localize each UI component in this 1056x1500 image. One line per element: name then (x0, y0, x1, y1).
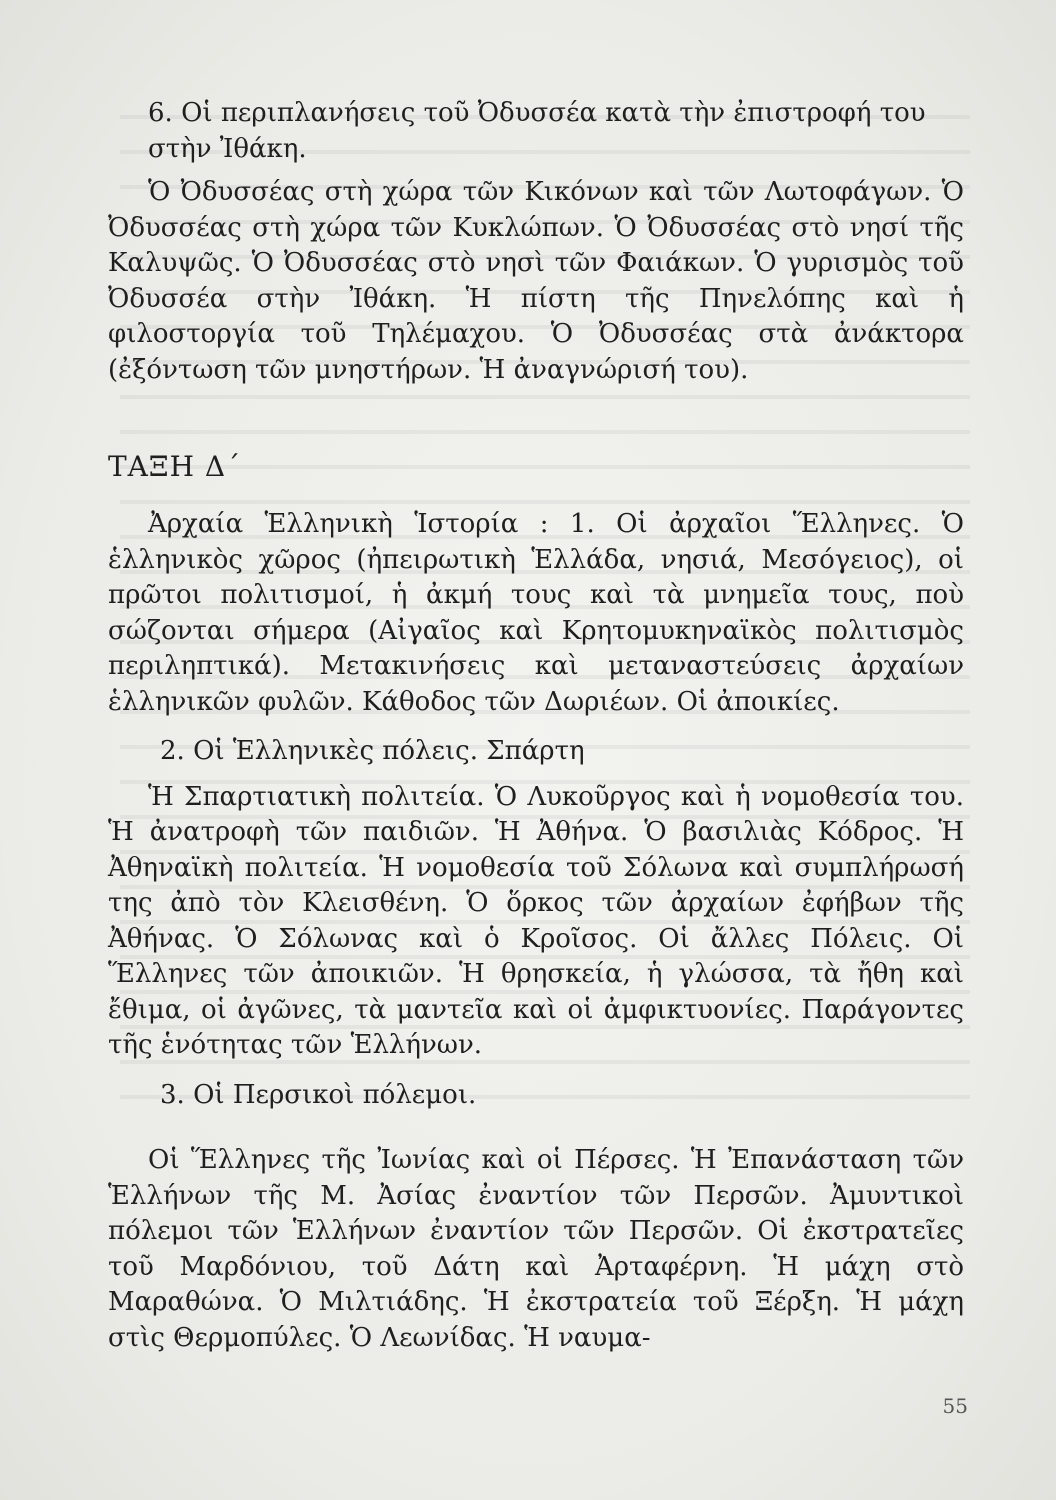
page-body (108, 96, 964, 1356)
section-3-heading: 3. Οἱ Περσικοὶ πόλεμοι. (160, 1079, 477, 1110)
section-3-text: Οἱ Ἕλληνες τῆς Ἰωνίας καὶ οἱ Πέρσες. Ἡ Ἐπανάσταση τῶν Ἑλλήνων τῆς Μ. Ἀσίας ἐναντίον τῶν Περσῶν. Ἀμυντικοὶ πόλεμοι τῶν Ἑλλήνων ἐναντίον τῶν Περσῶν. Οἱ ἐκστρατεῖες τοῦ Μαρδόνιου, τοῦ Δάτη καὶ Ἀρταφέρνη. Ἡ μάχη στὸ Μαραθώνα. Ὁ Μιλτιάδης. Ἡ ἐκστρατεία τοῦ Ξέρξη. Ἡ μάχη στὶς Θερμοπύλες. Ὁ Λεωνίδας. Ἡ ναυμα- (108, 1145, 964, 1353)
section-2-text: Ἡ Σπαρτιατικὴ πολιτεία. Ὁ Λυκοῦργος καὶ ἡ νομοθεσία του. Ἡ ἀνατροφὴ τῶν παιδιῶν. Ἡ Ἀθήνα. Ὁ βασιλιὰς Κόδρος. Ἡ Ἀθηναϊκὴ πολιτεία. Ἡ νομοθεσία τοῦ Σόλωνα καὶ συμπλήρωσή της ἀπὸ τὸν Κλεισθένη. Ὁ ὅρκος τῶν ἀρχαίων ἐφήβων τῆς Ἀθήνας. Ὁ Σόλωνας καὶ ὁ Κροῖσος. Οἱ ἄλλες Πόλεις. Οἱ Ἕλληνες τῶν ἀποικιῶν. Ἡ θρησκεία, ἡ γλώσσα, τὰ ἤθη καὶ ἔθιμα, οἱ ἀγῶνες, τὰ μαντεῖα καὶ οἱ ἀμφικτυονίες. Παράγοντες τῆς ἑνότητας τῶν Ἑλλήνων. (108, 781, 964, 1060)
section-1-text: Ἀρχαία Ἑλληνικὴ Ἱστορία : 1. Οἱ ἀρχαῖοι Ἕλληνες. Ὁ ἑλληνικὸς χῶρος (ἠπειρωτικὴ Ἑλλάδα, νησιά, Μεσόγειος), οἱ πρῶτοι πολιτισμοί, ἡ ἀκμή τους καὶ τὰ μνημεῖα τους, ποὺ σώζονται σήμερα (Αἰγαῖος καὶ Κρητομυκηναϊκὸς πολιτισμὸς περιληπτικά). Μετακινήσεις καὶ μεταναστεύσεις ἀρχαίων ἑλληνικῶν φυλῶν. Κάθοδος τῶν Δωριέων. Οἱ ἀποικίες. (108, 509, 964, 717)
section-6-heading: 6. Οἱ περιπλανήσεις τοῦ Ὀδυσσέα κατὰ τὴν ἐπιστροφή του στὴν Ἰθάκη. (148, 98, 926, 164)
section-6-text: Ὁ Ὀδυσσέας στὴ χώρα τῶν Κικόνων καὶ τῶν Λωτοφάγων. Ὁ Ὀδυσσέας στὴ χώρα τῶν Κυκλώπων. Ὁ Ὀδυσσέας στὸ νησί τῆς Καλυψῶς. Ὁ Ὀδυσσέας στὸ νησὶ τῶν Φαιάκων. Ὁ γυρισμὸς τοῦ Ὀδυσσέα στὴν Ἰθάκη. Ἡ πίστη τῆς Πηνελόπης καὶ ἡ φιλοστοργία τοῦ Τηλέμαχου. Ὁ Ὀδυσσέας στὰ ἀνάκτορα (ἐξόντωση τῶν μνηστήρων. Ἡ ἀναγνώρισή του). (108, 177, 964, 385)
class-title: ΤΑΞΗ Δ΄ (108, 450, 242, 483)
page-number: 55 (942, 1394, 968, 1418)
section-2-heading: 2. Οἱ Ἑλληνικὲς πόλεις. Σπάρτη (160, 736, 585, 766)
